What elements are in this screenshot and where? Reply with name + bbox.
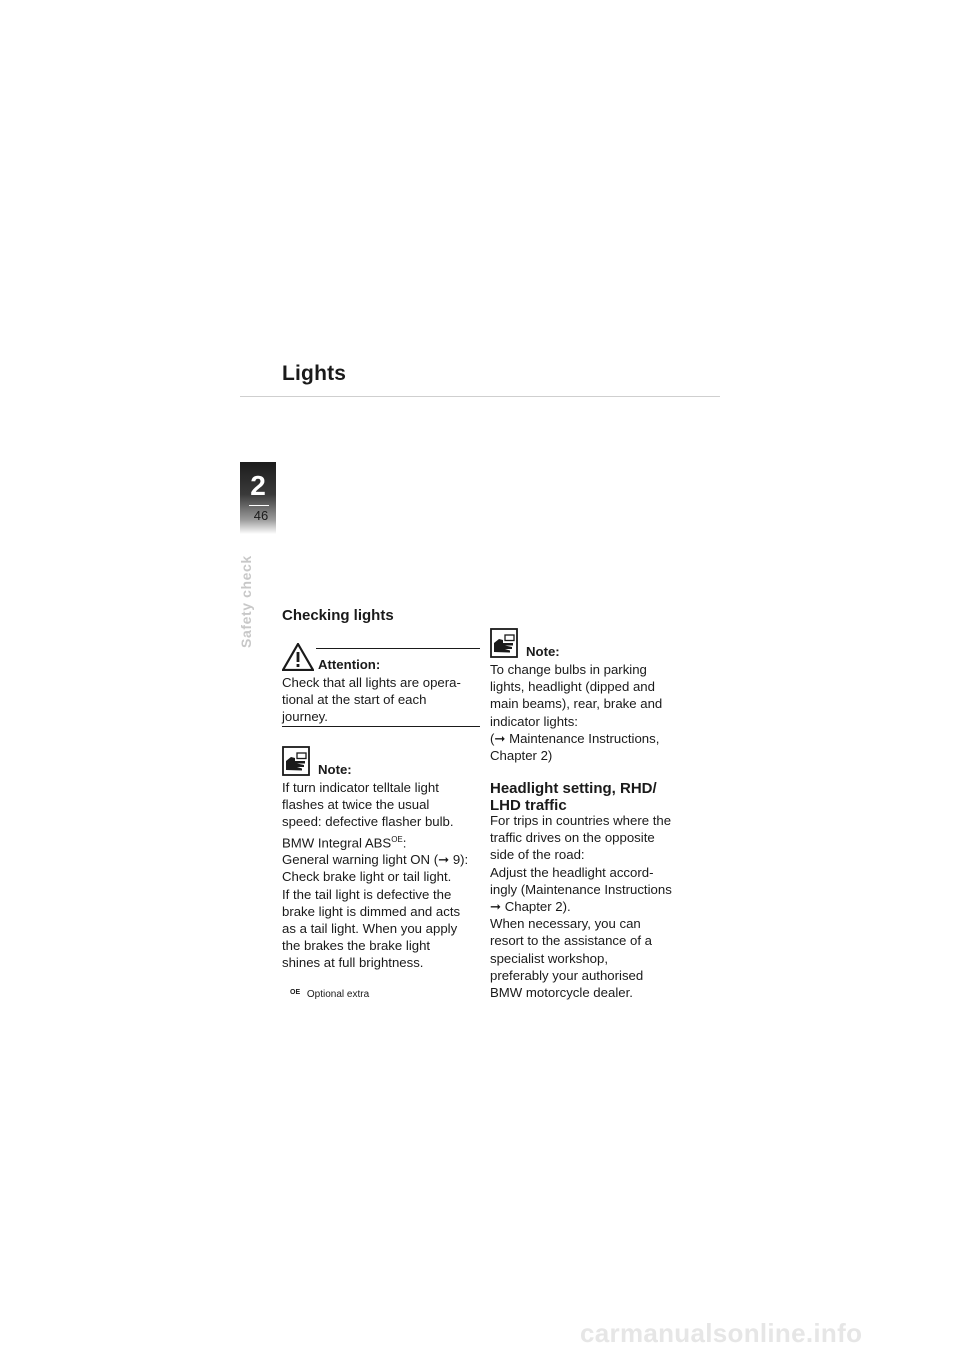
note-line: speed: defective flasher bulb.: [282, 814, 454, 830]
body-line: preferably your authorised: [490, 967, 644, 983]
optional-extra-mark: OE: [391, 834, 403, 844]
body-line: BMW motorcycle dealer.: [490, 985, 633, 1001]
note-line: shines at full brightness.: [282, 955, 424, 971]
attention-line: tional at the start of each: [282, 692, 427, 708]
attention-bottom-rule: [282, 726, 480, 727]
note-label-right: Note:: [526, 644, 560, 659]
attention-line: journey.: [282, 709, 328, 725]
note-line: Chapter 2): [490, 748, 553, 764]
body-line: Adjust the headlight accord-: [490, 864, 654, 880]
note-line: If the tail light is defective the: [282, 886, 452, 902]
note-text-left: [282, 779, 468, 972]
note-text-right: [490, 661, 662, 764]
footnote-mark: OE: [290, 989, 301, 996]
heading-checking-lights: Checking lights: [282, 607, 394, 624]
body-line: side of the road:: [490, 847, 585, 863]
note-hand-icon: [282, 746, 310, 776]
headlight-text: [490, 812, 672, 1001]
note-line: General warning light ON (➞ 9):: [282, 852, 469, 868]
body-line: resort to the assistance of a: [490, 933, 652, 949]
note-line: the brakes the brake light: [282, 938, 431, 954]
chapter-divider: [249, 505, 269, 506]
note-line: main beams), rear, brake and: [490, 696, 663, 712]
note-line: To change bulbs in parking: [490, 662, 647, 677]
note-line: If turn indicator telltale light: [282, 780, 439, 795]
body-line: For trips in countries where the: [490, 813, 672, 828]
page-number: 46: [253, 508, 269, 523]
footnote: [290, 989, 369, 1000]
note-line: indicator lights:: [490, 713, 578, 729]
note-line: as a tail light. When you apply: [282, 921, 458, 937]
warning-triangle-icon: [282, 643, 314, 671]
heading-line: Headlight setting, RHD/: [490, 780, 657, 797]
body-line: ingly (Maintenance Instructions: [490, 881, 672, 897]
title-divider: [240, 396, 720, 397]
section-label-text: Safety check: [238, 555, 254, 648]
note-hand-icon: [490, 628, 518, 658]
note-line: brake light is dimmed and acts: [282, 903, 461, 919]
body-line: When necessary, you can: [490, 916, 641, 932]
section-label: [234, 555, 254, 680]
abs-line: BMW Integral $ABS^{OE}$:: [282, 834, 407, 850]
note-line: (➞ Maintenance Instructions,: [490, 730, 660, 746]
page-title: Lights: [282, 362, 347, 385]
watermark: carmanualsonline.info: [580, 1318, 863, 1348]
attention-line: Check that all lights are opera-: [282, 675, 461, 690]
body-line: ➞ Chapter 2).: [490, 899, 571, 915]
footnote-text: Optional extra: [306, 989, 370, 1000]
attention-top-rule: [316, 648, 480, 649]
heading-headlight-setting: [490, 780, 657, 814]
heading-line: LHD traffic: [490, 797, 567, 814]
chapter-number: 2: [250, 470, 266, 501]
attention-text: [282, 674, 461, 726]
body-line: traffic drives on the opposite: [490, 830, 655, 846]
attention-label: Attention:: [318, 657, 381, 672]
note-line: flashes at twice the usual: [282, 797, 430, 813]
note-line: Check brake light or tail light.: [282, 869, 452, 885]
note-line: lights, headlight (dipped and: [490, 679, 655, 695]
note-label-left: Note:: [318, 762, 352, 777]
body-line: specialist workshop,: [490, 950, 609, 966]
